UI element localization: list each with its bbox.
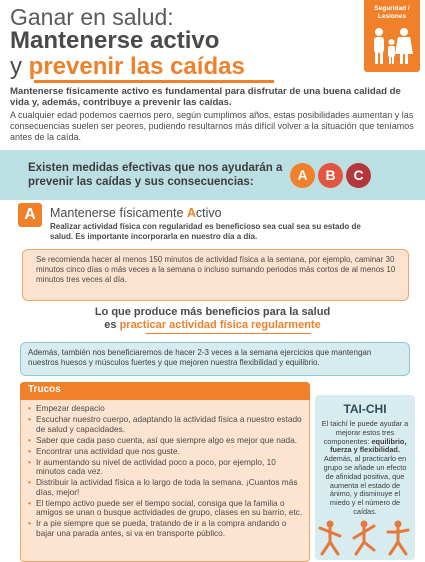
title-line-3 [10,53,245,81]
taichi-title: TAI-CHI [343,402,387,416]
title-underline [34,80,274,83]
badge-label-line-2: Lesiones [377,13,407,20]
list-item: • Escuchar nuestro cuerpo, adaptando la actividad física a nuestro estado de salud y capacidades. [28,415,303,434]
category-badge [364,0,420,72]
badge-label [364,5,420,21]
title-line-3-highlight: prevenir las caídas [28,53,245,80]
taichi-text [319,420,411,517]
trucos-list [28,404,303,540]
title-line-3-prefix: y [10,53,22,80]
list-item: • El tiempo activo puede ser el tiempo social, consiga que la familia o amigos se unan o busque actividades de grupo, clases en su barrio, etc. [28,499,303,518]
measures-banner-text: Existen medidas efectivas que nos ayudarán a prevenir las caídas y sus consecuencias: [28,162,283,188]
list-item: • Encontrar una actividad que nos guste. [28,447,303,457]
intro-bold-text: Mantenerse físicamente activo es fundamental para disfrutar de una buena calidad de vida y, además, contribuye a prevenir las caídas. [10,86,401,108]
benefits-line-2-prefix: es [104,319,120,331]
section-a-title-prefix: Mantenerse físicamente [50,206,187,220]
section-a-letter: A [18,203,42,227]
list-item: • Saber que cada paso cuenta, así que siempre algo es mejor que nada. [28,436,303,446]
intro-text: A cualquier edad podemos caernos pero, según cumplimos años, estas posibilidades aumentan y las consecuencias suelen ser peores, pudiendo resultarnos más difícil volver a la situación que teníamos antes de la caída. [10,110,414,142]
list-item: • Empezar despacio [28,404,303,414]
recommendation-text: Se recomienda hacer al menos 150 minutos de actividad física a la semana, por ejemplo, caminar 30 minutos cinco días o más veces a la semana o incluso sumando periodos más cortos de al menos 10 minutos tres veces al día. [36,255,396,284]
measure-a-circle: A [290,163,315,188]
section-a-title-highlight: A [186,206,196,220]
title-line-1: Ganar en salud: [10,4,174,30]
section-a-subtitle: Realizar actividad física con regularidad es beneficioso sea cual sea su estado de salud. Es importante incorporarla en nuestro día a día. [50,222,361,241]
title-line-2: Mantenerse activo [10,27,220,54]
benefits-line-2 [0,319,425,331]
benefits-line-1: Lo que produce más beneficios para la salud [94,306,331,318]
section-a-title [50,206,222,220]
family-icon [370,26,414,66]
section-a-title-suffix: ctivo [195,206,222,220]
measure-b-circle: B [318,163,343,188]
trucos-header [20,382,310,400]
list-item: • Ir aumentando su nivel de actividad poco a poco, por ejemplo, 10 minutos cada vez. [28,458,303,477]
taichi-text-bold: equilibrio, fuerza y flexibilidad. [330,436,407,455]
list-item: • Ir a pie siempre que se pueda, tratando de ir a la compra andando o bajar una parada antes, si va en transporte público. [28,519,303,538]
exercise-text: Además, también nos beneficiaremos de hacer 2-3 veces a la semana ejercicios que mantengan nuestros huesos y músculos fuertes y que mejoren nuestra flexibilidad y equilibrio. [28,348,372,367]
trucos-title: Trucos [28,384,61,395]
benefits-underline [146,333,311,334]
list-item: • Distribuir la actividad física a lo largo de toda la semana. ¡Cuantos más días, mejor! [28,478,303,497]
taichi-text-part-2: Además, al practicarlo en grupo se añade un efecto de afinidad positiva, que aumenta el estado de ánimo, y disminuye el miedo y el número de caídas. [323,454,407,516]
measure-c-circle: C [346,163,371,188]
badge-label-line-1: Seguridad / [374,5,410,12]
taichi-text-part-1: El taichí le puede ayudar a mejorar estos tres componentes: [321,419,409,446]
taichi-figures-icon [316,518,414,558]
benefits-line-2-highlight: practicar actividad física regularmente [119,319,321,331]
